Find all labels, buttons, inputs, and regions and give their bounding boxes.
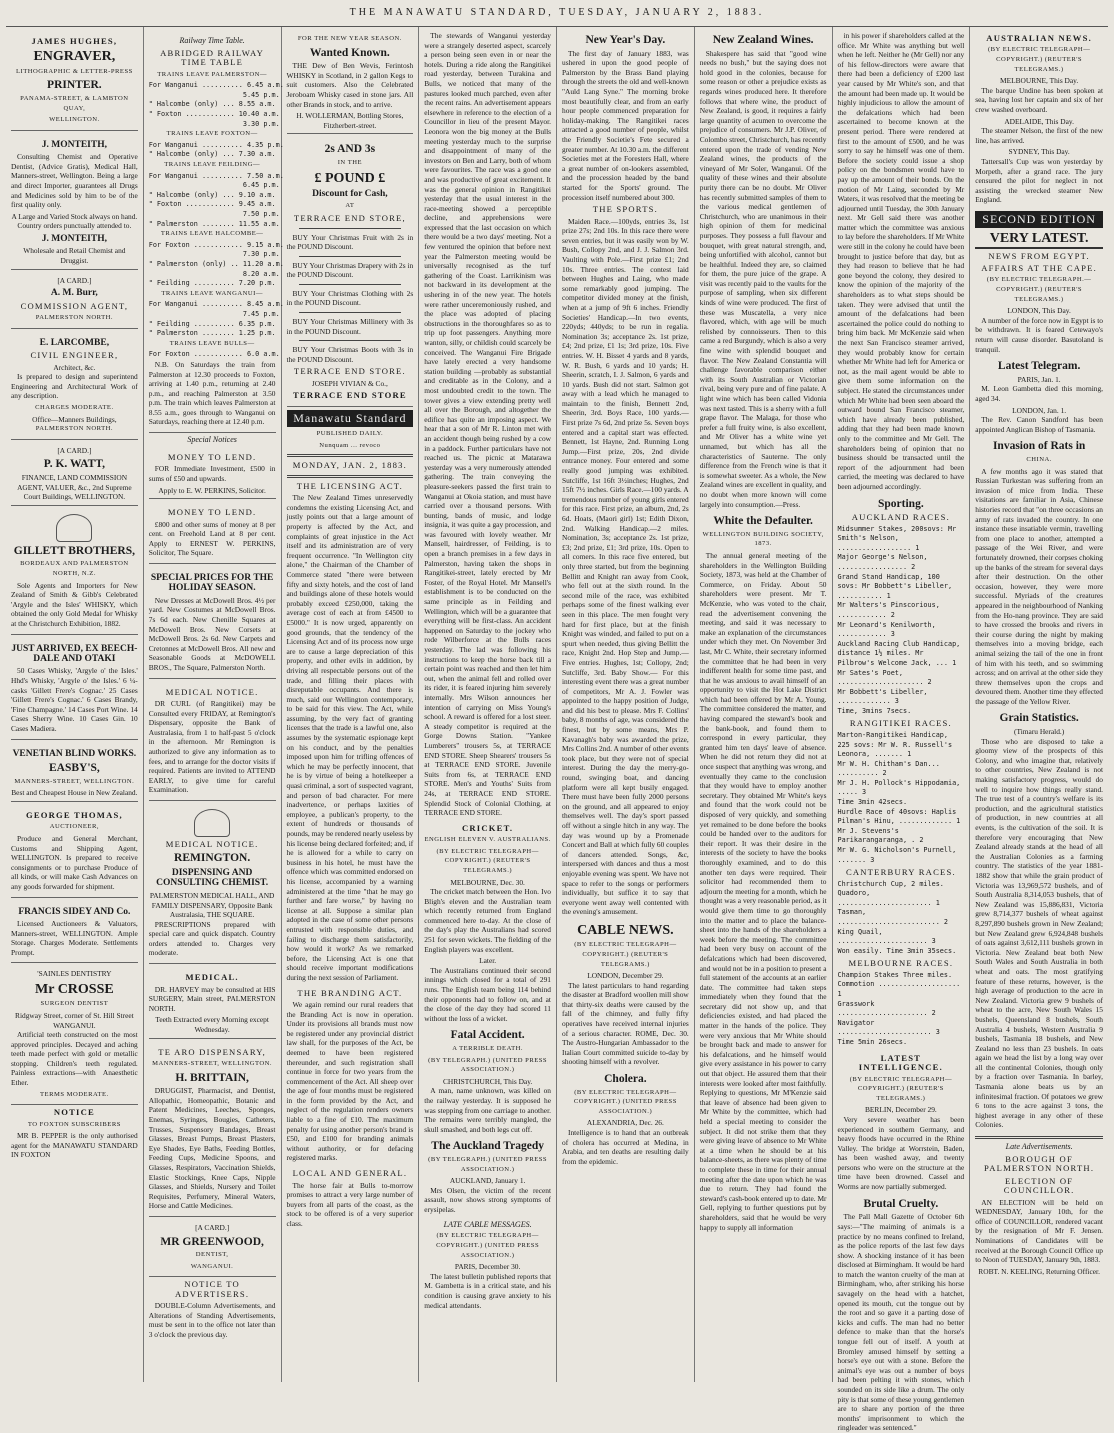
article-licensing-act [287,482,414,983]
brutal-body: The Pall Mall Gazette of October 6th says:—"The maiming of animals is a practice by no means confined to Ireland, as the police reports of the last few days show. A shocking instance of it has been disclosed at Birmingham. It would be hard to match the wanton cruelty of the man at Birmingham, who, after striking his horse savagely on the head with a hatchet, opened its mouth, cut the tongue out by the root and so gave it a parting dose of kicks and cuffs. The man had no better defence to make than that the horse's tongue fell out of itself. A youth at Bromley amused himself by setting a horse's eye out with a stone. Before the animal's eye was out a number of boys had been pelting it with stones, which sounded on its side like a drum. The only pity is that some of these young gentlemen are to share any portion of the three months' imprisonment to which the ringleader was sentenced." [837,1212,965,1433]
licensing-body: The New Zealand Times unreservedly condemns the existing Licensing Act, and justly points out that a large amount of property is affected by the Act, and complaints of great injustice in the Act itself and its administration are of very frequent occurrence. "In Wellington city alone," the Chairman of the Chamber of Commerce stated "there were between fifty and sixty hotels, and the cost of land and buildings alone of these hotels would probably exceed £250,000, taking the average cost of each at from £4500 to £5000." It is now urged, apparently on good grounds, that the tendency of the Licensing Act and of its process now urge are to cause a large depreciation of this property, and other evils in addition, by driving all respectable persons out of the trade, and filling their places with disreputable occupants. And there is much, said our Wellington contemporary, to be said for this view. The Act, while assuming, by the very fact of granting licenses that the trade is a lawful one, also assumes by the systematic espionage kept on his conduct, and by the penalties imposed upon him for trifling offences of which he may be perfectly innocent, that he is by virtue of being a hotelkeeper a quasi criminal, a sort of suspected vagrant, and person of bad character. For mere inadvertence, or perhaps laxities of employee, a publican's property, to the extent of hundreds or thousands of pounds, may be rendered nearly useless by his license being declared forfeited; and, if he is allowed for a while to carry on business in his hotel, he must have the offence which was committed endorsed on his license, accompanied by a warning administered at the time "that he may go further and fare worse," by having no license at all. Suppose a similar plan adopted in the case of some other persons entrusted with responsible duties, and failing to discharge them satisfactorily, how would it work? As we remarked before, the Licensing Act is one that should receive important modifications during the next session of Parliament. [286,493,414,982]
ad-hughes [11,31,138,131]
branding-heading: THE BRANDING ACT. [297,987,403,998]
rail-times-bulls: For Foxton ............ 6.0 a.m. [148,350,280,359]
cape-dateline: LONDON, This Day. [1007,306,1071,316]
later-dateline: BERLIN, December 29. [864,1105,937,1115]
ad-notice-body: MR B. PEPPER is the only authorised agent for the MANAWATU STANDARD IN FOXTON [11,1131,138,1160]
ad-arrived [11,638,138,740]
branding-body: We again remind our rural readers that the Branding Act is now in operation. Under its provisions all brands must now be registered under any provincial district law shall, for the purposes of the Act, be deemed to have been registered thereunder, and such registration shall continue in force for two years from the commencement of the Act. All sheep over the age of four months must be registered in the form provided by the Act, and neglect of the regulation renders owners liable to a fine of £10. The maximum penalty for using another person's brand is £50, and £100 for branding animals without authority, or for defacing registered marks. [286,999,414,1163]
cholera-body: Intelligence is to hand that an outbreak of cholera has occurred at Medina, in Arabia, and ten deaths are resulting daily from the epidemic. [562,1128,689,1166]
ad-monteith-sig2: Wholesale and Retail Chemist and Druggist. [23,246,126,266]
ad-hughes-name: JAMES HUGHES, [31,36,118,46]
ad-prices-heading: SPECIAL PRICES FOR THE HOLIDAY SEASON. [150,572,274,594]
election-sig: ROBT. N. KEELING, Returning Officer. [978,1266,1100,1276]
ad-buy-fruit: BUY Your Christmas Fruit with 2s in the POUND Discount. [286,232,414,252]
ad-larcombe-city: PALMERSTON NORTH. [35,425,114,433]
ad-burr-title: COMMISSION AGENT, [20,300,129,311]
fatal-body: A man, name unknown, was killed on the railway yesterday. It is supposed he was stepping from one carriage to another. The remains were terribly mangled, the skull smashed, and both legs cut off. [424,1086,551,1134]
tele-body-1: M. Leon Gambetta died this morning, aged 34. [975,384,1103,404]
ad-watt-name: P. K. WATT, [43,458,105,471]
article-nz-wines [700,34,827,509]
canterbury-races-heading: CANTERBURY RACES. [845,867,956,878]
ad-greenwood-city: WANGANUI. [190,1262,234,1270]
column-3 [282,27,420,1382]
ad-wanted-sig: H. WOLLERMAN, Bottling Stores, Fitzherbert-street. [296,111,404,130]
ad-hughes-trade2: LITHOGRAPHIC & LETTER-PRESS [15,67,133,75]
aus-body-3: Tattersall's Cup was won yesterday by Morpeth, after a grand race. The jury censured the pilot for neglect in not assisting the wrecked steamer New England. [975,156,1103,205]
aus-tele: (BY ELECTRIC TELEGRAPH—COPYRIGHT.) (REUTER'S TELEGRAMS.) [987,46,1091,73]
auck-heading: The Auckland Tragedy [431,1140,544,1153]
ad-harvey-body: DR. HARVEY may be consulted at HIS SURGERY, Main street, PALMERSTON NORTH. [148,984,276,1013]
ad-gillett-name: GILLETT BROTHERS, [13,544,135,557]
ad-monteith-desc: Consulting Chemist and Operative Dentist, (Advice Gratis), Medical Hall, Manners-street, Wellington. Being a large and direct Importer, guarantees all Drugs and Medicines sold by him to be of the first quality only. [11,152,138,210]
canterbury-races-results: Christchurch Cup, 2 miles. Quadoro, ....................... 1 Tasman, ......................... 2 King Quail, ...................... 3 Won easily. Time 3min 35secs. [837,879,957,955]
ad-watt-desc: FINANCE, LAND COMMISSION AGENT, VALUER, &c., 2nd Supreme Court Buildings, WELLINGTON. [17,473,132,502]
rail-times-palmerston: For Wanganui .......... 6.45 a.m. 5.45 p.m. " Halcombe (only) ... 8.55 a.m. " Foxton ............ 10.40 a.m. 3.30 p.m. [148,81,284,128]
vine-crest-icon [56,514,92,542]
later-tele: (BY ELECTRIC TELEGRAPH—COPYRIGHT.) (REUTER'S TELEGRAMS.) [849,1075,953,1102]
ad-crosse-title: SURGEON DENTIST [40,1000,109,1008]
aus-dateline-3: SYDNEY, This Day. [1008,147,1070,157]
cholera-tele: (BY ELECTRIC TELEGRAPH—COPYRIGHT.) (UNITED PRESS ASSOCIATION.) [573,1088,677,1115]
ad-sidey-body: Licensed Auctioneers & Valuators, Manners-street, WELLINGTON. Ample Storage. Charges Moderate. Settlements Prompt. [11,918,138,957]
mortar-pestle-icon [194,809,230,837]
rail-leave-wanganui: TRAINS LEAVE WANGANUI— [161,289,263,297]
rail-times-wanganui: For Wanganui .......... 8.45 a.m. 7.45 p.m. " Feilding .......... 6.35 p.m. " Palmerston ........ 1.25 p.m. [148,300,284,338]
column-2 [144,27,282,1382]
ad-monteith-stock: A Large and Varied Stock always on hand. [11,211,138,221]
ad-money-2-heading: MONEY TO LEND. [167,507,257,518]
melbourne-races-results: Champion Stakes Three miles. Commotion .................... 1 Grasswork ...................... 2 Navigator ....................... 3 Time 5min 26secs. [837,970,961,1047]
late-heading: LATE CABLE MESSAGES. [443,1219,532,1229]
masthead: THE MANAWATU STANDARD, TUESDAY, JANUARY 2, 1883. [349,7,765,18]
def-body: The annual general meeting of the shareholders in the Wellington Building Society, 1873, was held at the Chamber of Commerce, on Friday. About 50 shareholders were present. Mr T. McKenzie, who was voted to the chair, read the advertisement convening the meeting, and said it was necessary to make an explanation of the circumstances under which they met. On November 3rd last, Mr C. White, their secretary informed the committee that he had been in very indifferent health for some time past, and that he was anxious to avail himself of an opportunity to visit the Hot Lake District which had been offered by Mr A. Young. The committee considered the matter, and having compared the steward's book and the bank-book, and found them to correspond in every particular, they granted him ten days' leave of absence. When he did not return they did not at once suspect that anything was wrong, and eventually they came to the conclusion that they would have to employ another secretary. They obtained Mr White's keys and found that the work could not be disposed of very quickly, and something yet remained to be done before the books could be handed over to the auditors for their report. It was their desire in the interests of the society to have the books thoroughly examined, and to do this another ten days were required. Their solicitor had recommended them to adjourn the meeting for a month, which he thought was a very reasonable period, as it would give them time to go thoroughly into the matter and to place the balance-sheet into the hands of the shareholders a week before the meeting. The committee had been very busy on account of the defalcations which had been discovered, and would not be in a position to present a full statement of the accounts at an earlier date. The committee had taken steps immediately when they found that the secretary did not show up, and that deficiencies existed, and had placed the matter in the hands of the police. They were very anxious that Mr White should be brought back and made to answer for his defalcations, and he himself would give every assistance in his power to carry out that object. He assured them that their interests were looked after most faithfully. Replying to questions, Mr M'Kenzie said that leave of absence had been given to Mr White by the committee, which had held a special meeting to consider the subject. It did not strike them that they were giving leave of absence to Mr White at a time when he should be at his balance-sheets, as there was plenty of time to complete these in time for their annual meeting after the date upon which he was due to return. They had found the steward's cash-book entered up to date. Mr Gell, replying to further questions put by shareholders, said that he would be very happy to supply all information [699,550,827,1232]
ad-medical-body: DR CURL (of Rangitikei) may be Consulted every FRIDAY, at Remington's Dispensary, opposite the Bank of Australasia, from 1 to half-past 5 o'clock in the afternoon. Mr Remington is authorized to give any information as to fees, and to arrange for the doctor visits if required. Patients are invited to ATTEND EARLY, to give time for careful Examination. [148,699,276,795]
column-6 [695,27,833,1382]
ad-remington [149,804,276,964]
ad-money-1 [149,447,276,499]
ad-money-1-heading: MONEY TO LEND. [167,451,257,462]
rail-times-feilding: For Wanganui .......... 7.50 a.m. 6.45 p.m. " Halcombe (only) ... 9.10 a.m. " Foxton ............ 9.45 a.m. 7.50 p.m. " Palmerston ........ 11.55 a.m. [148,171,284,228]
article-latest-intelligence [838,1054,965,1192]
ad-crosse-addr: Ridgway Street, corner of St. Hill Street WANGANUI. [15,1010,134,1030]
fatal-tele: (BY TELEGRAPH.) (UNITED PRESS ASSOCIATION.) [428,1056,548,1074]
ad-blinds-addr: MANNERS-STREET, WELLINGTON. [14,777,135,785]
aus-body-1: The barque Undine has been spoken at sea, having lost her captain and six of her crew washed overboard. [975,85,1103,115]
ad-medical-heading: MEDICAL NOTICE. [165,686,259,697]
ad-pound-at: AT [345,202,355,210]
ad-money-2-body: £800 and other sums of money at 8 per cent. on Freehold Land at 8 per cent. Apply to ERNEST W. PERKINS, Solicitor, The Square. [148,519,276,558]
election-body: AN ELECTION will be held on WEDNESDAY, January 10th, for the office of COUNCILLOR, rendered vacant by the resignation of Mr F. Jensen. Nominations of Candidates will be received at the Borough Council Office up to Noon of TUESDAY, January 9th, 1883. [975,1197,1103,1265]
cape-heading: AFFAIRS AT THE CAPE. [981,262,1097,273]
ad-monteith-name: J. MONTEITH, [41,139,107,150]
ad-brittain-name: H. BRITTAIN, [175,1071,249,1084]
tele-body-2: The Rev. Canon Sandford has been appointed Anglican Bishop of Tasmania. [975,415,1103,434]
ad-medical2-heading: MEDICAL NOTICE. [165,838,259,849]
defaulter-continued [838,31,965,492]
ad-crosse-body: Artificial teeth constructed on the most approved principles. Decayed and aching teeth made perfect with gold or metallic stopping. Children's teeth regulated. Painless extractions—with Anaesthetic Ether. [11,1030,138,1088]
ad-election [975,1155,1103,1277]
ad-thomas-title: AUCTIONEER, [49,823,100,831]
article-rats [975,440,1103,706]
cricket-heading: CRICKET. [462,822,514,833]
card-label: [A CARD.] [57,275,92,285]
melbourne-races-heading: MELBOURNE RACES. [848,958,954,969]
borough-heading: BOROUGH OF PALMERSTON NORTH. [984,1153,1095,1174]
sport-heading: Sporting. [878,497,924,510]
ad-terrace-1: TERRACE END STORE. [293,366,406,377]
ad-gillett-city: BORDEAUX AND PALMERSTON NORTH, N.Z. [20,560,129,578]
ad-larcombe-charges: CHARGES MODERATE. [35,404,114,412]
article-sporting [838,498,965,1048]
second-edition-banner: SECOND EDITION [975,211,1103,228]
cricket-body2: The Australians continued their second innings which closed for a total of 291 runs. The English team being 114 behind their opponents had to follow on, and at the close of the day they had scored 11 without the loss of a wicket. [424,965,551,1023]
paper-date: MONDAY, JAN. 2, 1883. [292,460,407,471]
ad-pound-in: IN THE [337,159,363,167]
ad-buy-millinery: BUY Your Christmas Millinery with 3s in the POUND Discount. [286,317,414,336]
local-heading: LOCAL AND GENERAL. [292,1168,408,1179]
brutal-heading: Brutal Cruelty. [863,1197,939,1210]
ad-greenwood [149,1220,276,1277]
later-body: Very severe weather has been experienced in southern Germany, and heavy floods have occurred in the Rhine Valley. The bridge at Worrstein, Baden, has been washed away, and twenty persons who were on the structure at the time have been drowned. Cassel and Worms are now partially submerged. [837,1114,965,1192]
special-notices-heading: Special Notices [187,435,237,445]
ad-buy-boots: BUY Your Christmas Boots with 3s in the POUND Discount. [286,345,414,364]
cricket-sub: ENGLISH ELEVEN V. AUSTRALIANS. [424,836,551,844]
later-heading: LATEST INTELLIGENCE. [858,1052,943,1073]
grain-sub: (Timaru Herald.) [1014,727,1065,737]
paper-nameplate: Manawatu Standard [287,410,414,427]
egypt-heading: NEWS FROM EGYPT. [988,250,1090,261]
ad-blinds-name: EASBY'S, [48,762,100,775]
ad-wanted-heading: Wanted Known. [309,46,390,59]
ad-crosse-name: Mr CROSSE [35,981,114,997]
rats-heading: Invasion of Rats in [992,440,1086,453]
late-dateline: PARIS, December 30. [454,1262,521,1272]
tele-dateline-1: PARIS, Jan. 1. [1017,374,1061,384]
cricket-dateline: MELBOURNE, Dec. 30. [450,877,525,887]
article-egypt-cape [975,252,1103,355]
cricket-tele: (BY ELECTRIC TELEGRAPH—COPYRIGHT.) (REUTER'S TELEGRAMS.) [436,847,539,874]
late-body: The latest bulletin published reports that M. Gambetta is in a critical state, and his condition is causing grave anxiety to his medical attendants. [424,1271,551,1310]
ad-buy-drapery: BUY Your Christmas Drapery with 2s in the POUND Discount. [286,260,414,280]
ad-money-2 [149,502,276,564]
cape-body: A number of the force now in Egypt is to be withdrawn. It is feared Cetewayo's return will cause disorder. Basutoland is tranquil. [975,315,1103,354]
cholera-dateline: ALEXANDRIA, Dec. 26. [586,1118,664,1128]
auckland-races-heading: AUCKLAND RACES. [851,512,950,523]
ad-remington-rx: PRESCRIPTIONS prepared with special care and quick dispatch. Country orders attended to. Charges very moderate. [148,919,276,958]
ad-remington-sub: DISPENSING AND CONSULTING CHEMIST. [156,868,269,889]
ad-crosse-terms: TERMS MODERATE. [40,1090,109,1098]
cable-tele: (BY ELECTRIC TELEGRAPH—COPYRIGHT.) (REUTER'S TELEGRAMS.) [574,941,677,968]
ad-sidey-name: FRANCIS SIDEY AND Co. [18,906,131,917]
aus-body-2: The steamer Nelson, the first of the new line, has arrived. [975,126,1103,145]
ad-pound-discount [287,137,414,407]
ad-aro-heading: TE ARO DISPENSARY, [158,1046,266,1057]
article-brutal-cruelty [838,1198,965,1433]
railway-timetable [148,31,284,433]
rail-times-halcombe: For Foxton ............ 9.15 a.m. 7.30 p.m. " Palmerston (only) .. 11.20 a.m. 8.20 a.m. " Feilding .......... 7.20 p.m. [148,240,284,288]
article-cable-news [562,923,689,1067]
aus-heading: AUSTRALIAN NEWS. [986,33,1092,43]
rail-leave-feilding: TRAINS LEAVE FEILDING— [164,161,261,169]
article-cricket [424,824,551,1024]
ad-larcombe-sub: Architect, &c. [53,362,96,372]
aus-dateline-2: ADELAIDE, This Day. [1004,116,1074,126]
rail-times-foxton: For Wanganui .......... 4.35 p.m. " Halcombe (only) ... 7.30 a.m. [148,140,284,159]
article-branding-act [287,989,414,1164]
ny-heading: New Year's Day. [585,34,666,46]
grain-body: Those who are disposed to take a gloomy view of the prospects of this Colony, and who imagine that, relatively to other countries, New Zealand is not making satisfactory progress, would do well to inquire how things really stand. The true test of a country's welfare is its production, and the agricultural statistics of production, in new countries at all events, is the cultivation of the soil. It is therefore very encouraging that New Zealand already stands at the head of all the Australian Colonies as a farming country. The statistics of the year 1881-1882 show that while the grain product of Victoria was 13,969,572 bushels, and of South Australia 8,314,053 bushels, that of New Zealand was 15,886,831, Victoria grew 8,714,377 bushels of wheat against 8,297,890 bushels grown in New Zealand; but New Zealand grew 6,924,848 bushels of oats against 3,612,111 bushels grown in Victoria. New Zealand beat both New South Wales and South Australia in both wheat and oats. The most gratifying feature of these returns, however, is the high average of production to the acre in New Zealand. Victoria grew 9 bushels of wheat to the acre, New South Wales 15 bushels, Queensland 8 bushels, South Australia 4 bushels, Western Australia 9 bushels, Tasmania 18 bushels, and New Zealand no less than 23 bushels. In oats again we head the list by a long way over all the continental Colonies, though only by a fraction over Tasmania. In barley, Tasmania alone beats us by an infinitesimal fraction. Of potatoes we grew 6 tons to the acre against 3 tons, the highest average in any other of these Colonies. [975,736,1103,1130]
late-tele: (BY ELECTRIC TELEGRAPH—COPYRIGHT.) (UNITED PRESS ASSOCIATION.) [436,1232,540,1259]
def-heading: White the Defaulter. [713,515,813,528]
ad-larcombe-body: Is prepared to design and superintend Engineering and Architectural Work of any description. [11,372,138,401]
sports-heading: THE SPORTS. [592,204,658,215]
ad-blinds-title: VENETIAN BLIND WORKS. [12,748,137,759]
ad-monteith [11,134,138,270]
licensing-heading: THE LICENSING ACT. [296,480,403,491]
ad-thomas [11,805,138,898]
def-sub: WELLINGTON BUILDING SOCIETY, 1873. [702,530,824,548]
ad-pound-top: 2s AND 3s [324,143,376,156]
rail-leave-foxton: TRAINS LEAVE FOXTON— [166,130,258,138]
ad-gillett-body: Sole Agents and Importers for New Zealand of Smith & Gibb's Celebrated 'Argyle and the Isles' WHISKY, which obtained the only Gold Medal for Whisky at the Christchurch Exhibition, 1882. [11,580,138,629]
ad-burr-name: A. M. Burr, [50,288,98,299]
ad-burr-city: PALMERSTON NORTH. [35,314,114,322]
ad-crosse [11,966,138,1105]
late-ads-heading: Late Advertisements. [1005,1142,1073,1152]
column-8 [970,27,1108,1382]
auck-tele: (BY TELEGRAPH.) (UNITED PRESS ASSOCIATION.) [428,1156,548,1173]
rats-sub: CHINA. [1026,456,1052,464]
ad-monteith-country: Country orders punctually attended to. [17,221,132,231]
ad-greenwood-name: MR GREENWOOD, [160,1235,264,1248]
ad-monteith-sig: J. MONTEITH, [41,234,107,245]
ad-adv-body: DOUBLE-Column Advertisements, and Alterations of Standing Advertisements, must be sent in to the office not later than 3 o'clock the previous day. [148,1301,276,1340]
column-4 [419,27,557,1382]
ad-gillett [11,509,138,635]
ad-dentist-heading: 'SAINLES DENTISTRY [37,969,112,979]
auck-dateline: AUCKLAND, January 1. [449,1176,526,1186]
ad-prices-body: New Dresses at McDowell Bros. 4½ per yard. New Costumes at McDowell Bros. 7s 6d each. New Chenille Squares at McDowell Bros. New Corsets at McDowell Bros. 2s 6d. New Carpets and Cretonnes at McDowell Bros. All new and Seasonable Goods at McDOWELL BROS., The Square, Palmerston North. [148,595,276,672]
ad-advertisers-notice [149,1280,276,1339]
ad-notice-sub: TO FOXTON SUBSCRIBERS [27,1120,121,1128]
rail-heading: Railway Time Table. [179,36,245,45]
ad-wanted-body: THE Dew of Ben Wevis, Ferintosh WHISKY in Scotland, in 2 gallon Kegs to suit customers. Also the Celebrated Jeroboam Whisky cased in stone jars. All other Brands in stock, and to arrive. [286,61,414,109]
cape-tele: (BY ELECTRIC TELEGRAPH.—COPYRIGHT.) (REUTER'S TELEGRAMS.) [986,276,1092,303]
auckland-races-results: Midsummer Stakes, 200sovs: Mr Smith's Nelson, .................. 1 Major George's Nelson, ................. 2 Grand Stand Handicap, 100 sovs: Mr Bobbett's Libeller, ........... 1 Mr Walters's Pinscorious, ............ 2 Mr Leonard's Kenilworth, ............ 3 Auckland Racing Club Handicap, distance 1½ miles. Mr Pilbrow's Welcome Jack, ... 1 Mr Sates's Poet, ..................... 2 Mr Bobbett's Libeller, ............. 3 Time, 3mins 7secs. [837,524,961,715]
article-auckland-tragedy [424,1140,551,1214]
cricket-body: The cricket match between the Hon. Ivo Bligh's eleven and the Australian team which recently returned from England commenced here to-day. At the close of the day's play the Australians had scored 251 for seven wickets. The fielding of the English players was excellent. [424,887,551,954]
rail-leave-palmerston: TRAINS LEAVE PALMERSTON— [157,70,267,78]
card-label: [A CARD.] [57,445,92,455]
local-continued [424,31,551,818]
rail-leave-halcombe: TRAINS LEAVE HALCOMBE— [160,230,264,238]
ad-larcombe-office: Office—Manners Buildings, [32,414,117,424]
column-5 [557,27,695,1382]
column-1 [6,27,144,1382]
tele-dateline-2: LONDON, Jan. 1. [1012,405,1067,415]
ad-aro-addr: MANNERS-STREET, WELLINGTON. [152,1059,273,1067]
ad-brittain [149,1042,276,1217]
article-cholera [562,1073,689,1166]
ad-pound-big: £ POUND £ [314,170,386,186]
columns [6,26,1108,1433]
ad-blinds-body: Best and Cheapest House in New Zealand. [11,788,138,798]
fatal-dateline: CHRISTCHURCH, This Day. [442,1076,533,1086]
ad-wanted-known [287,31,414,134]
ad-pound-sub: Discount for Cash, [312,189,388,200]
ny-body: The first day of January 1883, was ushered in upon the good people of Palmerston by the Brass Band playing through the streets the old and well-known "Auld Lang Syne." The morning broke most beautifully clear, and from an early hour people commenced preparation for holiday-making. The Rangitikei races attracted a good number of people, whilst the Friendly Societie's Fete secured a greater number. At 10.30 a.m. the different Societies met at the Foresters Hall, where a great number of on-lookers assembled, and the procession headed by the band started for the Sports' ground. The procession itself numbered about 300. [562,48,689,202]
ad-notice-heading: NOTICE [53,1107,95,1118]
article-defaulter [700,515,827,1232]
article-latest-telegram [975,360,1103,434]
ad-terrace-sig: JOSEPH VIVIAN & Co., [311,378,388,388]
ad-holiday-prices [149,567,276,679]
wine-body: Shakespere has said that "good wine needs no bush," but the saying does not hold good in the colonies, because for some reason or other a prejudice exists as regards wines produced here. It therefore follows that where wine, the product of New Zealand, is good, it requires a fairly large quantity of acumen to overcome the prejudice of consumers. Mr J.P. Oliver, of Colombo street, Christchurch, has recently entered upon the trade of vending New Zealand wines, the products of the vineyard of Mr Soler, Wanganui. Of the quality of these wines and their absolute purity there can be no doubt. Mr Oliver has recently submitted samples of them to the various medical gentlemen of Christchurch, who are unanimous in their high opinion of them for medicinal purposes. They possess a full flavour and bouquet, with great natural strength, and, being unfortified with alcohol, cannot but be healthful. Indeed they are, so claimed for them, the pure juice of the grape. A visit was recently paid to the vaults for the purpose of sampling, when six different kinds of wine were produced. The first of these was Muscatella, a very nice flavored, which, with age will be much relished by connoisseurs. Then to this came a red Burgundy, which is also a very fine wine with splendid bouquet and flavor. The New Zealand Constantia will challenge favorable comparison either with its South Australian or Victorian rival, being very pure and of fine palate. A light wine which has been called Vidonia was next tasted. This is a sherry with a full grape flavor. The Malaga, for those who prefer a full fruity wine, is also excellent, and Mr Oliver has a white wine yet unnamed, but which has all the characteristics of Sauterne. The only difference from the French wine is that it is somewhat sweeter. As a whole, the New Zealand wines are excellent in quality, and no doubt when more known will come largely into consumption.—Press. [699,48,827,509]
ad-medical3-heading: MEDICAL. [185,972,239,983]
column-7 [833,27,971,1433]
ad-watt [11,443,138,506]
article-fatal-accident [424,1029,551,1134]
local-continued-body: The stewards of Wanganui yesterday were a strangely deserted aspect, scarcely a person being seen even in or near the hotels. During a ride along the Rangitikei road yesterday, between Turakina and Bulls, we noticed that many of the pastures looked much parched, even after the recent rains. An advertisement appears elsewhere in reference to the election of a Councillor in lieu of the present Mayor. Leonora won the big money at the Bulls meeting yesterday much to the surprise and disappointment of many of the investors on Ben and Larry, both of whom were favourites. The race was a good one and was productive of great excitement. It was the general opinion in Rangitikei yesterday that the usual interest in the race-meeting showed a perceptible decline, and apprehensions were expressed that the last occasion on which there would be a two days' meeting. Not a few ventured the opinion that before next year the Palmerston meeting would be universally recognised as the turf gathering of the Coast. Larrikinism was not backward in its development at the ushering in of the new year. The hotels were rather unceremoniously rushed, and the place was adopted of placing obstructions in the thoroughfares so as to trip up foot passengers. Anything more wanton, silly, or childish could scarcely be conceived. The Wanganui Fire Brigade have lately erected a very handsome station building —probably as substantial and creditable as in the Colony, and a most undoubted credit to the town. The tower gives a view extending pretty well all over the Borough, and altogether the edifice has quite an imposing aspect. We hear that a son of Mr R. Linton met with an accident though being rushed by a cow in a paddock. Further particulars have not reached us. The picnic at Matarawa yesterday was a very numerously attended gathering. The train conveying the pleasure-seekers passed the first train to Wanganui at Okoia station, and must have carried over a thousand persons. With bunting, bands of music, and lodge insignia, it was quite a gay procession, and was favoured with lovely weather. Mr Mansell, hairdresser, of Feilding, is to open a branch premises in a few days in Palmerston, having taken the shops in Rangitikei-street, lately erected by Mr Foster, of the Royal Hotel. Mr Mansell's establishment is to be conducted on the same principle as in Feilding and Wellington, which will be a guarantee that everything will be first-class. An accident happened on Saturday to the jockey who rode Wilberforce at the Bulls races yesterday. The lad was following his instructions to keep the horse back till a certain point was reached and then let him out, when the animal fell and rolled over its rider, it is feared injuring him severely internally. Mrs Wilson announces her intention of carrying on Miss Young's school. A reward is offered for a lost steer. A steady competitor is required at the Gorge Downs Station. "Yankee Lumberers" trousers 5s, at TERRACE END STORE. Sheep Shearers' trousers 5s at TERRACE END STORE. Juvenile Suits from 6s, at TERRACE END STORE. Men's and Youths' Suits from 24s, at TERRACE END STORE. Splendid Stock of Colonial Clothing, at TERRACE END STORE. [424,31,551,818]
rangitikei-races-results: Marton-Rangitikei Handicap, 225 sovs: Mr W. R. Russell's Leonora, ....... 1 Mr W. H. Chitham's Dan... .......... 2 Mr J. H. Pollock's Hippodamia, ..... 3 Time 3min 42secs. Hurdle Race of 40sovs: Haplis Pilman's Hinu, ............. 1 Mr J. Stevens's Parikarangaranga, . 2 Mr W. G. Nicholson's Purnell, ....... 3 [837,730,961,864]
ad-sidey [11,901,138,964]
ad-brittain-body: DRUGGIST, Pharmacist, and Dentist, Allopathic, Homeopathic, Botanic and Patent Medicines, Leeches, Sponges, Enemas, Syringes, Bougies, Catheters, Trusses, Suspensory Bandages, Breast Glasses, Breast Pumps, Breast Plasters, Eye Shades, Eye Baths, Feeding Bottles, Feeding Cups, Medicine Spoons, and Glasses, Respirators, Vaccination Shields, Elastic Stockings, Knee Caps, Nipple Glasses, and Shields, Nursery and Toilet Requisites, Perfumery, Mineral Waters, Horse and Cattle Medicines. [148,1086,276,1211]
ad-thomas-body: Produce and General Merchant, Customs and Shipping Agent, WELLINGTON. Is prepared to receive consignments or to purchase Produce of all kinds, or will make Cash Advances on any goods forwarded for shipment. [11,833,138,891]
ad-larcombe-title: CIVIL ENGINEER, [30,350,119,361]
ad-foxton-notice [11,1108,138,1160]
aus-dateline-1: MELBOURNE, This Day. [1000,76,1079,86]
ad-harvey [149,967,276,1038]
rail-leave-bulls: TRAINS LEAVE BULLS— [169,339,255,347]
ad-harvey-teeth: Teeth Extracted every Morning except Wednesday. [155,1015,269,1034]
rangitikei-races-heading: RANGITIKEI RACES. [849,718,952,729]
election-heading: ELECTION OF COUNCILLOR. [1003,1175,1075,1196]
ad-hughes-trade3: PRINTER. [47,79,102,92]
ad-greenwood-title: DENTIST, [195,1251,229,1259]
ad-money-1-body: FOR Immediate Investment, £500 in sums of £50 and upwards. [148,464,276,483]
article-new-years-day [562,34,689,917]
ad-remington-body: PALMERSTON MEDICAL HALL, AND FAMILY DISPENSARY, Opposite Bank Australasia, THE SQUARE. [149,890,275,920]
cable-body: The latest particulars to hand regarding the disaster at Bradford woollen mill show that thirty-six deaths were caused by the fall of the chimney, and fully fifty operatives have received internal injuries of a serious character. ROME, Dec. 30. The Austro-Hungarian Ambassador to the Italian Court committed suicide to-day by shooting himself with a revolver. [562,980,689,1067]
rail-note: N.B. On Saturdays the train from Palmerston at 12.30 proceeds to Foxton, arriving at 1.40 p.m., returning at 2.40 p.m., and reaching Palmerston at 3.50 p.m. The train which leaves Palmerston at 8.55 a.m., goes through to Wanganui on Saturdays, reaching there at 12.40 p.m. [148,359,276,427]
ad-terrace-2: TERRACE END STORE [292,390,407,401]
ad-arrived-items: 50 Cases Whisky, 'Argyle o' the Isles.' Hhd's Whisky, 'Argyle o' the Isles.' 6 ¼-casks 'Gillett Frere's Cognac.' 25 Cases 'Gillett Frere's Cognac.' 6 Cases Brandy, 'Fine Champagne.' 14 Cases Port Wine. 14 Cases Sherry Wine. 10 Cases Gin. 10 Cases Madiera. [11,666,138,734]
ad-remington-name: REMINGTON. [174,852,251,865]
ad-pound-store: TERRACE END STORE, [293,213,406,224]
article-grain [975,712,1103,1130]
sports-body: Maiden Race.—100yds, entries 3s, 1st prize 27s; 2nd 10s. In this race there were seven entries, but it was easily won by W. Bush, Collopy 2nd, and J. J. Salmon 3rd. Vaulting with Pole.—First prize £1; 2nd 10s. Three entries. The contest laid between Hughes and Laing, who made some remarkably good jumping. The competitor divided money at the finish, when at a jump of 9ft 6 inches. Friendly Societies' Handicap.—In two events, 220yds; 440yds; to be run in regalia. Nomination 3s; acceptance 2s. 1st prize, £4; 2nd prize, £1 1s; 3rd prize, 10s. Five entries. W. H. Bisset 4 yards and 8 yards, W. R. Bush, 6 yards and 10 yards; H. Sheerin, scratch, I. J. Salmon, 6 yards and 10 yards. Bush did not start. Salmon got away with a lead which he managed to maintain to the finish, Bennett 2nd, Sheerin, 3rd. Boys Race, 100 yards.—First prize 7s 6d, 2nd prize 5s. Seven boys entered and a capital start was effected. Bennett, 1st Hayne, 2nd. Running Long Jump.—First prize, 20s, 2nd divide entrance money. Four entered and some really good jumping was exhibited. Sutcliffe, 1st 16ft 3½inches; Hughes, 2nd 15ft 7½ inches. Girls Race.—100 yards. A tremendous number of young girls entered for this race. First prize, an album, 2nd, 2s 6d. Hoats, (Maori girl) 1st; Edith Dixon, 2nd. Walking Handicap.—2 miles. Nomination, 3s; acceptance 2s. 1st prize, £3; 2nd prize, £1; 3rd prize, 10s. Open to all comers. In this race five entered, but only three started, but from the beginning Bellitt and Knight ran away from Cook, who fell out at the sixth round. In the second mile of the race, was exhibited perhaps some of the finest walking ever seen in this place. The men fought very hard for first place, but at the finish Knight was winded, and failed to put on a spurt when needed, thus giving Bellitt the race, Knight 2nd. Hop Step and Jump.— Five entries. Hughes, 1st; Collopy, 2nd; Sutcliffe, 3rd. Baby Show.— For this interesting event there was a great number of competitors, Mr A. J. Fowler was appointed to the happy position of Judge, and did his best to please. Mrs F. Collins' baby, 8 months of age, was considered the finest, but by some means, Mrs P. Kavanagh's baby was awarded the prize, Mrs Collins 2nd. A number of other events took place, but they were not of special interest. During the day the merry-go-round, swinging boat, and dancing platform were all kept busily engaged. There must have been fully 2000 persons on the ground, and all appeared to enjoy themselves well. The day's sport passed off without a single hitch in any way. The day was wound up by a Promenade Concert and Ball at which fully 60 couples of dancers attended. Songs, &c, interspersed with dances and thus a most enjoyable evening was spent. We have not space to refer to the songs or performers individually, but suffice it to say that everyone went away well contented with the evening's amusement. [562,216,689,917]
grain-heading: Grain Statistics. [999,712,1079,725]
auck-body: Mrs Olsen, the victim of the recent assault, now shows strong symptoms of erysipelas. [424,1185,551,1215]
ad-hughes-trade: ENGRAVER, [33,49,116,65]
ad-adv-heading: NOTICE TO ADVERTISERS. [174,1279,250,1299]
ad-larcombe-name: E. LARCOMBE, [39,337,110,348]
rats-body: A few months ago it was stated that Russian Turkestan was suffering from an invasion of mice from India. These visitations are familiar in Asia, Chinese histories record that "on three occasions an army of rats invaded the country. In one instance these insatiable vermin, travelling from one place to another, attempted a passage of the Wei River, and were fortunately drowned, their corpses choking up the banks of the stream for several days after their destruction. On the other occasion, however, they were more successful. Myriads of the creatures appeared in the neighbourhood of Nanking from the Ho-nang province. They are said to have crossed the brooks and rivers in their course during the night by making themselves into a moving bridge, each animal seizing the tail of the one in front of him with his teeth, and so swimming across; and on arrival at the other side they threw themselves upon the crops and devoured them. Another time they effected the passage of the Yellow River. [975,466,1103,706]
local-body: The horse fair at Bulls to-morrow promises to attract a very large number of buyers from all parts of the coast, as the stock to be offered is of a very superior class. [286,1180,414,1228]
card-label: [A CARD.] [195,1222,230,1232]
very-latest-heading: VERY LATEST. [975,231,1103,248]
ad-arrived-title: JUST ARRIVED, EX BEECH-DALE AND OTAKI [11,643,138,665]
fatal-sub: A TERRIBLE DEATH. [452,1045,524,1053]
ad-medical-curl [149,682,276,801]
article-local-general [287,1169,414,1228]
paper-published: PUBLISHED DAILY. [316,430,384,438]
paper-motto: Nunquam ... revoco [319,441,381,449]
ad-wanted-pre: FOR THE NEW YEAR SEASON. [297,35,402,42]
tele-heading: Latest Telegram. [997,360,1081,373]
article-australian-news [975,34,1103,205]
ad-hughes-addr: PANAMA-STREET, & LAMBTON QUAY, [20,95,129,112]
ad-blinds [11,743,138,802]
ad-thomas-name: GEORGE THOMAS, [25,809,123,820]
ad-larcombe [11,332,138,440]
fatal-heading: Fatal Accident. [450,1029,525,1042]
ad-burr [11,273,138,329]
cricket-later: Later. [479,956,497,966]
cable-dateline: LONDON, December 29. [587,971,664,981]
ad-money-1-sig: Apply to E. W. PERKINS, Solicitor. [158,485,266,495]
cholera-heading: Cholera. [604,1073,647,1086]
article-late-cable [424,1221,551,1311]
ad-hughes-city: WELLINGTON. [49,116,100,124]
wine-heading: New Zealand Wines. [712,34,814,46]
def-body-continued: in his power if shareholders called at the office. Mr White was anything but well when he left. Neither he (Mr Gell) nor any of his fellow-directors were aware that there had been a deficiency of £200 last year caused by Mr White's son, and that the amount had been made up. It would be highly injudicious to allow the amount of the defalcations which had been ascertained to become known at the present period. There were rendered at first to the amount of £500, and he was sorry to say he himself was one of them. Before the society could issue a shop policy on the bondsmen would have to pay up the amount of their bonds. On the motion of Mr Laing, seconded by Mr Waters, it was resolved that the meeting be adjourned until Tuesday, the 30th January next. Mr Gell said there was another matter which the committee was anxious to lay before the shareholders. If Mr White were still in the colony he could have been brought to justice before that day, but as they had reason to believe that he had gone beyond the colony, they desired to know the opinion of the majority of the shareholders as to what steps should be taken. They were advised that until the amount of the defalcations had been ascertained the police could do nothing to bring him back. Mr McKenzie said when the next San Francisco steamer arrived, they would probably know for certain whether Mr White had left for America or not, as the mail agent would be able to give them some information on the subject. He stated the circumstances under which Mr White had been seen aboard the outward bound San Francisco steamer, which have already been published, adding that they had been made known only to the committee and Mr Gell. The shareholders being of opinion that no business should be transacted until the report of the adjournment had been carried, the meeting was declared to have been adjourned accordingly. [837,31,965,491]
cable-heading: CABLE NEWS. [577,922,674,938]
ad-buy-clothing: BUY Your Christmas Clothing with 2s in the POUND Discount. [286,288,414,308]
rail-subheading: ABRIDGED RAILWAY TIME TABLE [160,47,265,68]
